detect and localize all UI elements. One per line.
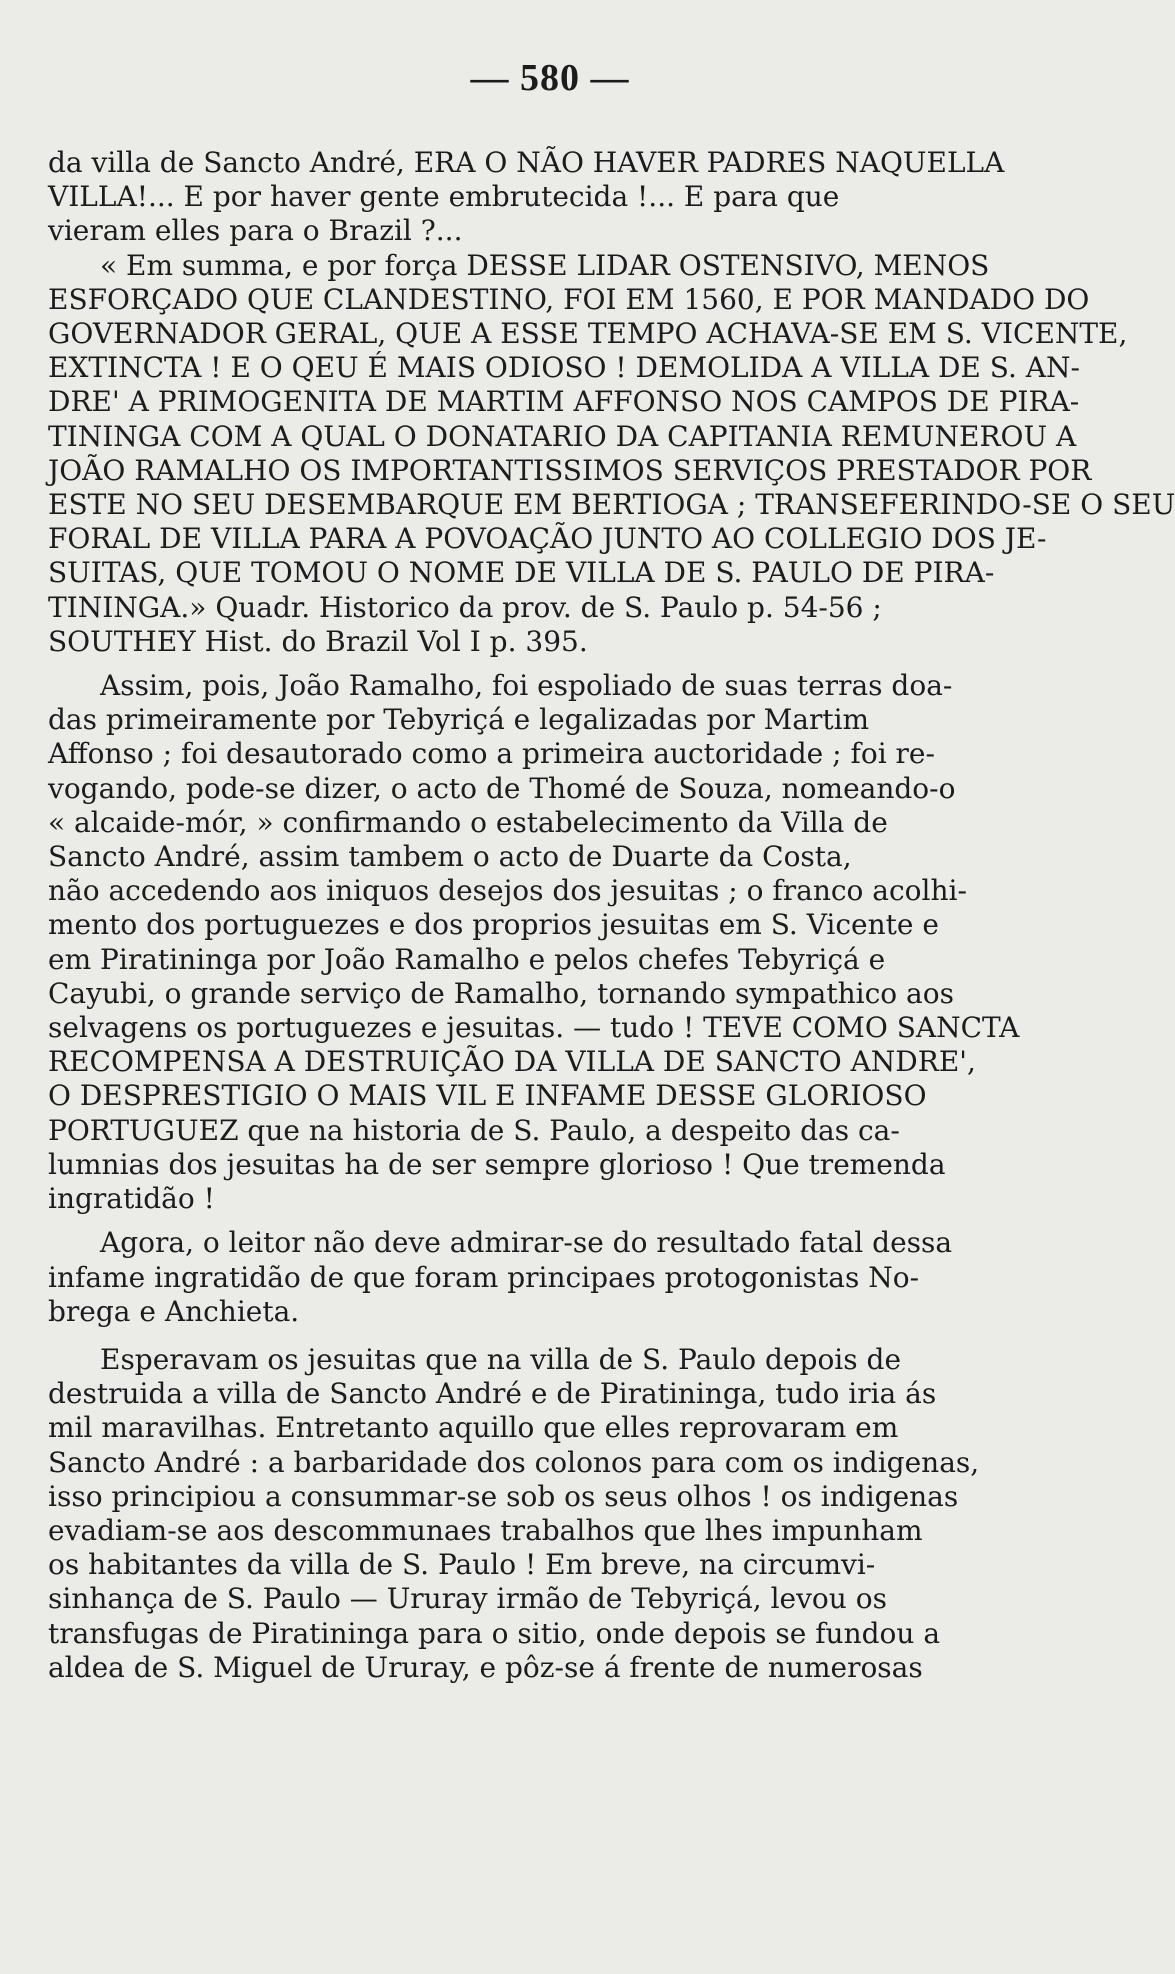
paragraph-continuation <box>48 146 1052 249</box>
page-body <box>48 146 1175 1685</box>
text-line: Sancto André : a barbaridade dos colonos para com os indigenas, <box>48 1445 980 1479</box>
text-line: GOVERNADOR GERAL, QUE A ESSE TEMPO ACHAVA-SE EM S. VICENTE, <box>48 317 1128 351</box>
paragraph <box>48 669 1052 1216</box>
text-line: mil maravilhas. Entretanto aquillo que elles reprovaram em <box>48 1411 899 1445</box>
page-number: — 580 — <box>470 57 630 99</box>
text-line: JOÃO RAMALHO OS IMPORTANTISSIMOS SERVIÇOS PRESTADOR POR <box>48 453 1092 487</box>
text-line: Affonso ; foi desautorado como a primeira auctoridade ; foi re- <box>48 737 935 771</box>
text-line: ingratidão ! <box>48 1182 215 1216</box>
text-line: « Em summa, e por força DESSE LIDAR OSTENSIVO, MENOS <box>100 248 990 282</box>
text-line: lumnias dos jesuitas ha de ser sempre glorioso ! Que tremenda <box>48 1147 946 1181</box>
text-line: das primeiramente por Tebyriçá e legalizadas por Martim <box>48 703 870 737</box>
text-line: FORAL DE VILLA PARA A POVOAÇÃO JUNTO AO COLLEGIO DOS JE- <box>48 522 1047 556</box>
text-line: RECOMPENSA A DESTRUIÇÃO DA VILLA DE SANCTO ANDRE', <box>48 1045 976 1079</box>
text-line: Esperavam os jesuitas que na villa de S. Paulo depois de <box>100 1342 902 1376</box>
text-line: sinhança de S. Paulo — Ururay irmão de Tebyriçá, levou os <box>48 1582 887 1616</box>
quotation-block <box>48 248 1175 659</box>
text-line: Assim, pois, João Ramalho, foi espoliado de suas terras doa- <box>100 669 953 703</box>
text-line: não accedendo aos iniquos desejos dos jesuitas ; o franco acolhi- <box>48 874 967 908</box>
text-line: O DESPRESTIGIO O MAIS VIL E INFAME DESSE GLORIOSO <box>48 1079 927 1113</box>
text-line: EXTINCTA ! E O QEU É MAIS ODIOSO ! DEMOLIDA A VILLA DE S. AN- <box>48 351 1080 385</box>
text-line: isso principiou a consummar-se sob os seus olhos ! os indigenas <box>48 1479 959 1513</box>
text-line: ESFORÇADO QUE CLANDESTINO, FOI EM 1560, E POR MANDADO DO <box>48 282 1090 316</box>
text-line: PORTUGUEZ que na historia de S. Paulo, a despeito das ca- <box>48 1113 900 1147</box>
text-line: VILLA!... E por haver gente embrutecida !... E para que <box>48 180 840 214</box>
text-line: mento dos portuguezes e dos proprios jesuitas em S. Vicente e <box>48 908 939 942</box>
text-line: os habitantes da villa de S. Paulo ! Em breve, na circumvi- <box>48 1548 876 1582</box>
text-line: vogando, pode-se dizer, o acto de Thomé de Souza, nomeando-o <box>48 771 956 805</box>
text-line: transfugas de Piratininga para o sitio, onde depois se fundou a <box>48 1616 941 1650</box>
text-line: infame ingratidão de que foram principaes protogonistas No- <box>48 1260 920 1294</box>
text-line: Cayubi, o grande serviço de Ramalho, tornando sympathico aos <box>48 976 954 1010</box>
text-line: TININGA.» Quadr. Historico da prov. de S. Paulo p. 54-56 ; <box>48 590 882 624</box>
text-line: destruida a villa de Sancto André e de Piratininga, tudo iria ás <box>48 1377 937 1411</box>
text-line: brega e Anchieta. <box>48 1294 300 1328</box>
text-line: selvagens os portuguezes e jesuitas. — tudo ! TEVE COMO SANCTA <box>48 1011 1020 1045</box>
text-line: SUITAS, QUE TOMOU O NOME DE VILLA DE S. PAULO DE PIRA- <box>48 556 995 590</box>
text-line: SOUTHEY Hist. do Brazil Vol I p. 395. <box>48 624 588 658</box>
paragraph <box>48 1343 1052 1685</box>
text-line: em Piratininga por João Ramalho e pelos chefes Tebyriçá e <box>48 942 886 976</box>
text-line: evadiam-se aos descommunaes trabalhos que lhes impunham <box>48 1513 923 1547</box>
text-line: aldea de S. Miguel de Ururay, e pôz-se á frente de numerosas <box>48 1650 923 1684</box>
text-line: vieram elles para o Brazil ?... <box>48 214 463 248</box>
text-line: da villa de Sancto André, ERA O NÃO HAVER PADRES NAQUELLA <box>48 146 1005 179</box>
paragraph <box>48 1226 1052 1329</box>
text-line: Agora, o leitor não deve admirar-se do resultado fatal dessa <box>100 1226 953 1260</box>
text-line: ESTE NO SEU DESEMBARQUE EM BERTIOGA ; TRANSEFERINDO-SE O SEU <box>48 488 1175 522</box>
text-line: « alcaide-mór, » confirmando o estabelecimento da Villa de <box>48 805 888 839</box>
text-line: DRE' A PRIMOGENITA DE MARTIM AFFONSO NOS CAMPOS DE PIRA- <box>48 385 1080 419</box>
text-line: TININGA COM A QUAL O DONATARIO DA CAPITANIA REMUNEROU A <box>48 419 1077 453</box>
text-line: Sancto André, assim tambem o acto de Duarte da Costa, <box>48 840 852 874</box>
